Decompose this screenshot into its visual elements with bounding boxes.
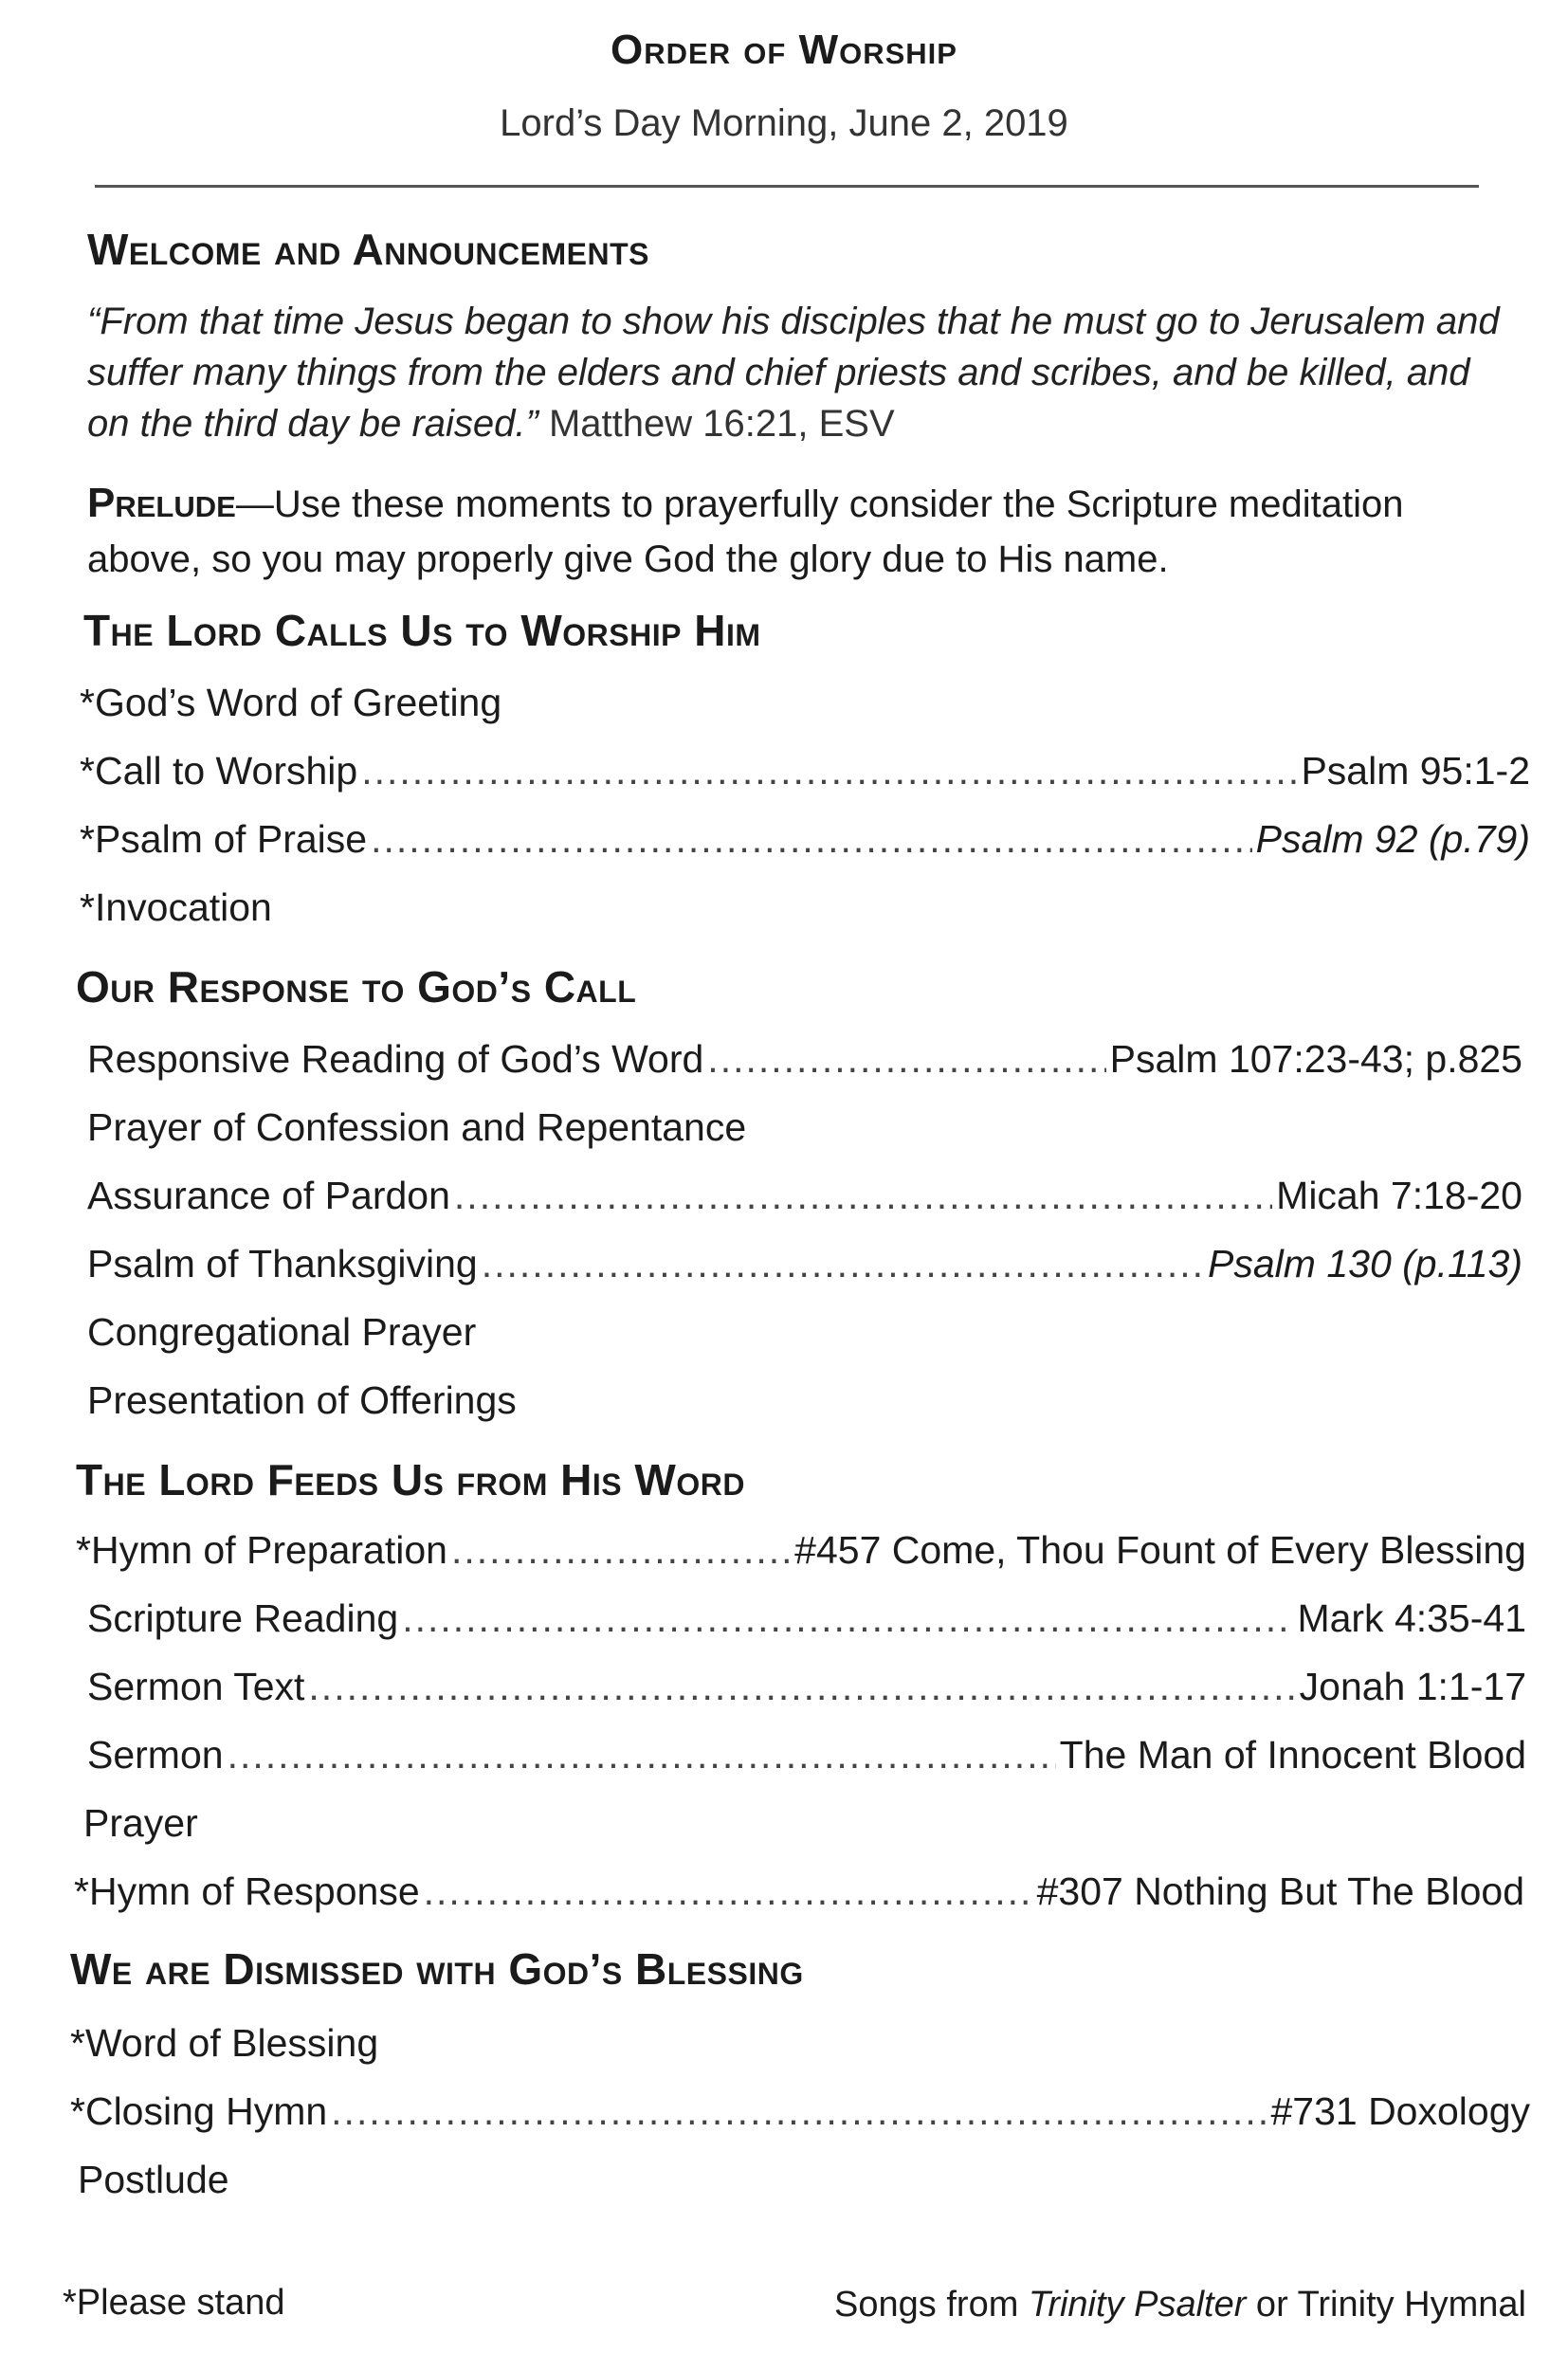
- item-label: *Call to Worship: [80, 749, 358, 793]
- item-label: Congregational Prayer: [87, 1310, 477, 1354]
- leader-dots: [424, 1869, 1033, 1914]
- songs-psalter: Trinity Psalter: [1028, 2285, 1247, 2324]
- prelude-text: —Use these moments to prayerfully consider the Scripture meditation above, so you may properly give God the glory due to His name.: [87, 483, 1404, 580]
- liturgy-item: [80, 681, 1530, 725]
- leader-dots: [308, 1665, 1295, 1709]
- item-label: Assurance of Pardon: [87, 1174, 450, 1217]
- liturgy-item: [87, 1037, 1522, 1082]
- liturgy-item: [87, 1596, 1526, 1641]
- leader-dots: [371, 817, 1252, 862]
- item-label: *Closing Hymn: [70, 2089, 328, 2133]
- liturgy-item: [87, 1242, 1522, 1286]
- item-value: #731 Doxology: [1270, 2089, 1530, 2133]
- leader-dots: [361, 749, 1297, 793]
- item-value: Psalm 107:23-43; p.825: [1109, 1037, 1522, 1081]
- item-label: Sermon Text: [87, 1665, 305, 1708]
- meditation-reference: Matthew 16:21, ESV: [548, 403, 895, 445]
- liturgy-item: [80, 817, 1530, 862]
- item-label: *Psalm of Praise: [80, 817, 368, 861]
- liturgy-item: [80, 885, 1530, 930]
- item-label: Presentation of Offerings: [87, 1378, 517, 1422]
- item-label: Sermon: [87, 1733, 224, 1777]
- heading-word: The Lord Feeds Us from His Word: [76, 1455, 745, 1504]
- heading-dismissal: We are Dismissed with God’s Blessing: [70, 1944, 804, 1994]
- item-label: Prayer: [83, 1801, 198, 1845]
- item-label: Postlude: [78, 2158, 229, 2201]
- item-value: #457 Come, Thou Fount of Every Blessing: [794, 1528, 1526, 1572]
- item-label: Prayer of Confession and Repentance: [87, 1105, 747, 1149]
- meditation-quote: “From that time Jesus began to show his disciples that he must go to Jerusalem and suffer many things from the elders and chief priests and scribes, and be killed, and on the third day be raised.”: [87, 301, 1500, 445]
- title-divider: [95, 185, 1479, 188]
- heading-call-to-worship: The Lord Calls Us to Worship Him: [83, 606, 761, 655]
- leader-dots: [454, 1174, 1272, 1218]
- item-value: Micah 7:18-20: [1276, 1174, 1522, 1217]
- service-date: Lord’s Day Morning, June 2, 2019: [500, 102, 1068, 144]
- scripture-meditation: [87, 296, 1509, 449]
- item-label: *Word of Blessing: [70, 2021, 379, 2065]
- item-value: #307 Nothing But The Blood: [1036, 1869, 1524, 1913]
- liturgy-item: [87, 1665, 1526, 1709]
- item-label: *God’s Word of Greeting: [80, 681, 502, 724]
- item-label: Responsive Reading of God’s Word: [87, 1037, 704, 1081]
- item-value: Psalm 92 (p.79): [1255, 817, 1530, 861]
- liturgy-item: [83, 1801, 1524, 1846]
- liturgy-item: [74, 1869, 1524, 1914]
- item-value: Jonah 1:1-17: [1299, 1665, 1526, 1708]
- item-label: Psalm of Thanksgiving: [87, 1242, 478, 1285]
- leader-dots: [331, 2089, 1267, 2134]
- liturgy-item: [87, 1733, 1526, 1778]
- item-value: Mark 4:35-41: [1297, 1596, 1526, 1640]
- liturgy-item: [87, 1310, 1522, 1355]
- liturgy-item: [70, 2021, 1530, 2066]
- item-value: Psalm 95:1-2: [1301, 749, 1530, 793]
- leader-dots: [707, 1037, 1105, 1082]
- liturgy-item: [87, 1378, 1522, 1423]
- leader-dots: [482, 1242, 1204, 1286]
- songs-hymnal: or Trinity Hymnal: [1246, 2285, 1526, 2324]
- leader-dots: [451, 1528, 791, 1573]
- item-label: *Hymn of Preparation: [76, 1528, 447, 1572]
- songs-prefix: Songs from: [834, 2285, 1029, 2324]
- songs-source-note: [834, 2285, 1526, 2325]
- liturgy-item: [87, 1174, 1522, 1218]
- stand-note: *Please stand: [63, 2283, 285, 2323]
- prelude-label: Prelude: [87, 480, 236, 526]
- item-label: *Hymn of Response: [74, 1869, 420, 1913]
- item-value: The Man of Innocent Blood: [1059, 1733, 1526, 1777]
- heading-response: Our Response to God’s Call: [76, 962, 637, 1012]
- heading-welcome: Welcome and Announcements: [87, 225, 649, 274]
- prelude-block: [87, 476, 1519, 587]
- leader-dots: [228, 1733, 1056, 1778]
- liturgy-item: [78, 2158, 1528, 2202]
- liturgy-item: [70, 2089, 1530, 2134]
- liturgy-item: [76, 1528, 1526, 1573]
- item-label: Scripture Reading: [87, 1596, 399, 1640]
- item-value: Psalm 130 (p.113): [1208, 1242, 1522, 1285]
- liturgy-item: [80, 749, 1530, 793]
- leader-dots: [402, 1596, 1293, 1641]
- item-label: *Invocation: [80, 885, 272, 929]
- liturgy-item: [87, 1105, 1522, 1150]
- page-title: Order of Worship: [611, 27, 957, 73]
